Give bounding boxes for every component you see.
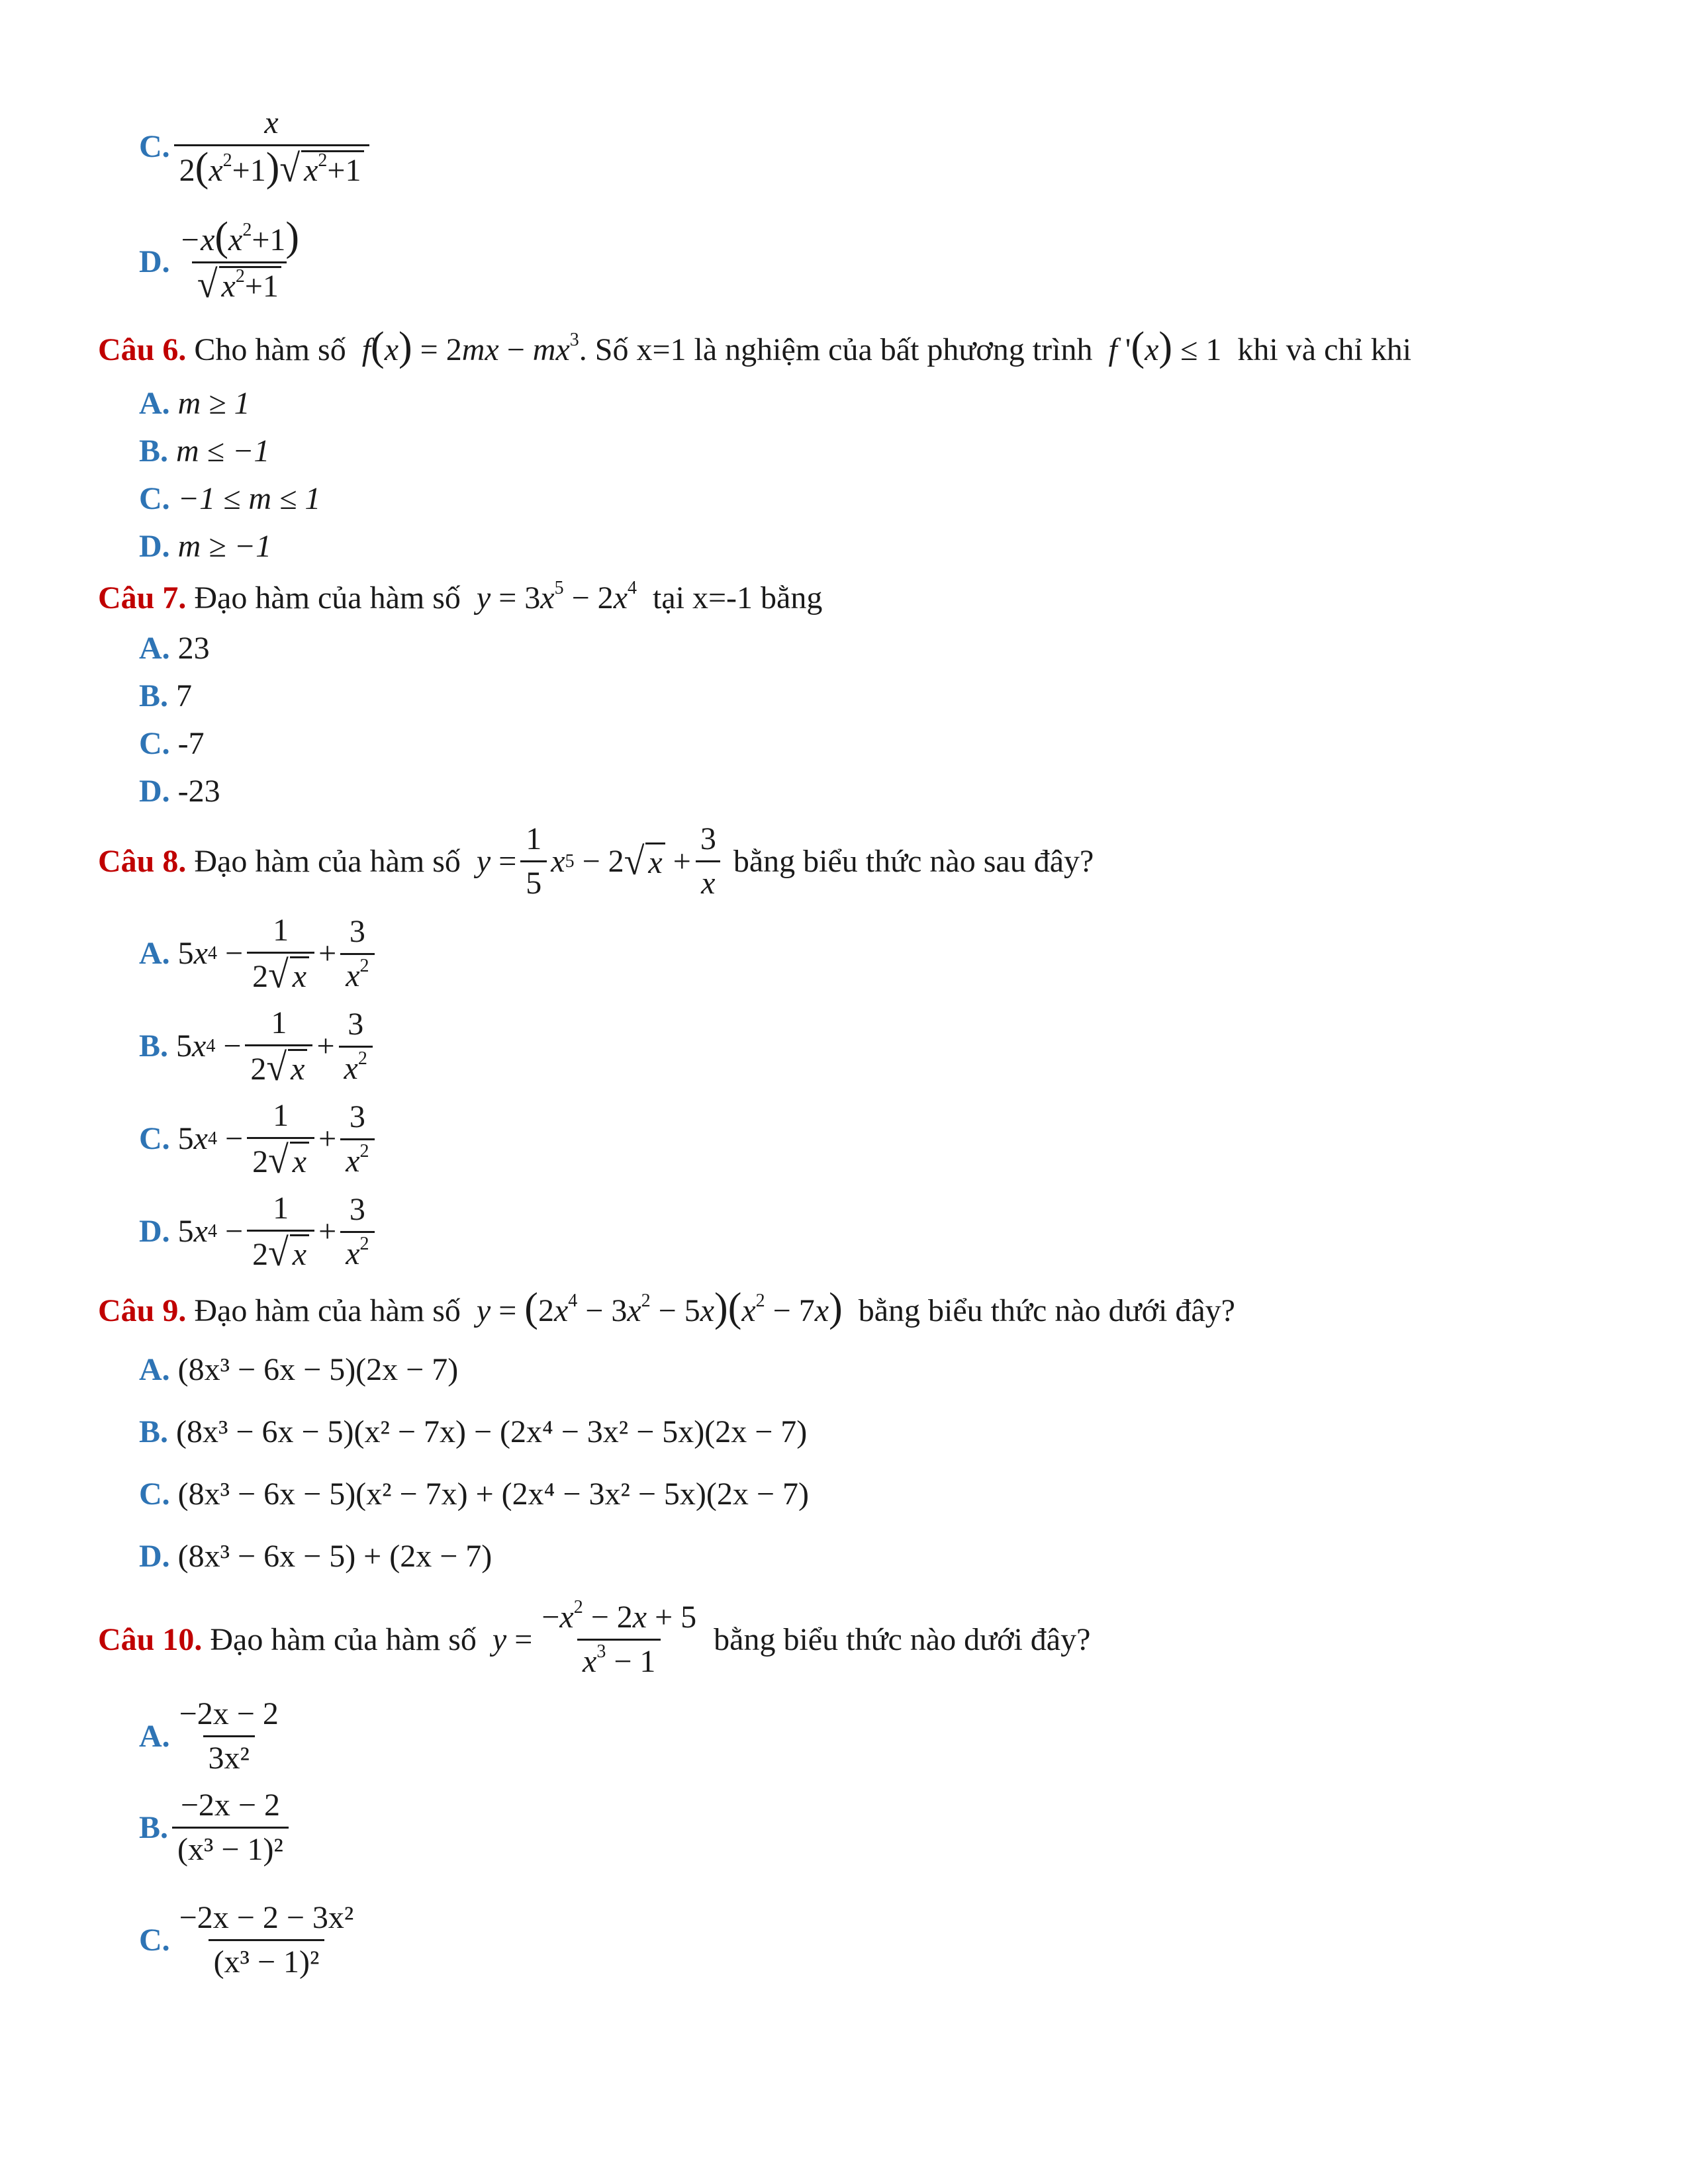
q7-option-c: C. -7 xyxy=(139,726,205,761)
q7-option-a: A. 23 xyxy=(139,631,210,666)
function-expression: f xyxy=(353,332,371,367)
q6-option-c: C. −1 ≤ m ≤ 1 xyxy=(139,481,321,516)
question-label: Câu 9. xyxy=(98,1293,187,1328)
question-label: Câu 6. xyxy=(98,332,187,367)
q9-option-d: D. (8x³ − 6x − 5) + (2x − 7) xyxy=(139,1539,492,1574)
q7-option-b: B. 7 xyxy=(139,678,193,713)
q5-option-c xyxy=(139,105,373,189)
question-label: Câu 10. xyxy=(98,1621,203,1657)
q5-option-d xyxy=(139,214,308,306)
q6-option-a: A. m ≥ 1 xyxy=(139,386,250,421)
q10-option-b: B. $\frac{-2x - 2}{\text{(x³ − 1)²}}$ xyxy=(139,1787,293,1868)
option-label: D. xyxy=(139,244,170,279)
q9-option-c: C. (8x³ − 6x − 5)(x² − 7x) + (2x⁴ − 3x² − 5x)(2x − 7) xyxy=(139,1477,809,1512)
question-label: Câu 7. xyxy=(98,580,187,615)
inequality: f xyxy=(1100,332,1117,367)
q6-option-b: B. m ≤ −1 xyxy=(139,433,270,469)
option-label: C. xyxy=(139,129,170,164)
q6-stem: Câu 6. Cho hàm số $f(x) = 2mx - mx^3$. Số x=1 là nghiệm của bất phương trình f '(x) ≤ 1 khi và chỉ khi xyxy=(98,324,1412,369)
question-label: Câu 8. xyxy=(98,843,187,879)
q6-option-d: D. m ≥ −1 xyxy=(139,529,272,564)
q10-option-a: A. $\frac{-2x - 2}{\text{3x²}}$ xyxy=(139,1696,279,1776)
q9-stem: Câu 9. Đạo hàm của hàm số $y = (2x^4 - 3x^2 - 5x)(x^2 - 7x)$ bằng biểu thức nào dưới đây? xyxy=(98,1285,1235,1330)
q7-stem: Câu 7. Đạo hàm của hàm số $y = 3x^5 - 2x^4$ tại x=-1 bằng xyxy=(98,578,823,615)
q10-stem: Câu 10. Đạo hàm của hàm số y = $\frac{-x^2 - 2x + 5}{x^3 - 1}$ bằng biểu thức nào dưới đây? xyxy=(98,1597,1091,1679)
q8-option-c: C. 5 x 4 − $\frac{1}{2√ x}$ + $\frac{3}{x^2}$ xyxy=(139,1097,379,1181)
q8-stem: Câu 8. Đạo hàm của hàm số y = $\frac{1}{5}$ x 5 − 2 √ x + $\frac{3}{x}$ bằng biểu thức nào sau đây? xyxy=(98,821,1094,901)
q8-option-b: B. 5 x 4 − $\frac{1}{2√ x}$ + $\frac{3}{x^2}$ xyxy=(139,1005,377,1088)
q8-option-d: D. 5 x 4 − $\frac{1}{2√ x}$ + $\frac{3}{x^2}$ xyxy=(139,1190,379,1273)
q8-option-a: A. 5 x 4 − $\frac{1}{2√ x}$ + $\frac{3}{x^2}$ xyxy=(139,912,379,995)
q9-option-a: A. (8x³ − 6x − 5)(2x − 7) xyxy=(139,1352,459,1387)
q9-option-b: B. (8x³ − 6x − 5)(x² − 7x) − (2x⁴ − 3x² − 5x)(2x − 7) xyxy=(139,1414,808,1449)
fraction: $\frac{-x(x^2+1)}{√ x^2+1}$ xyxy=(179,214,300,306)
fraction: $\frac{x}{2(x^2+1)√ x^2+1}$ xyxy=(174,105,369,189)
q10-option-c: C. $\frac{\text{−2x − 2 − 3x²}}{\text{(x³ − 1)²}}$ xyxy=(139,1900,354,1979)
q7-option-d: D. -23 xyxy=(139,774,220,809)
